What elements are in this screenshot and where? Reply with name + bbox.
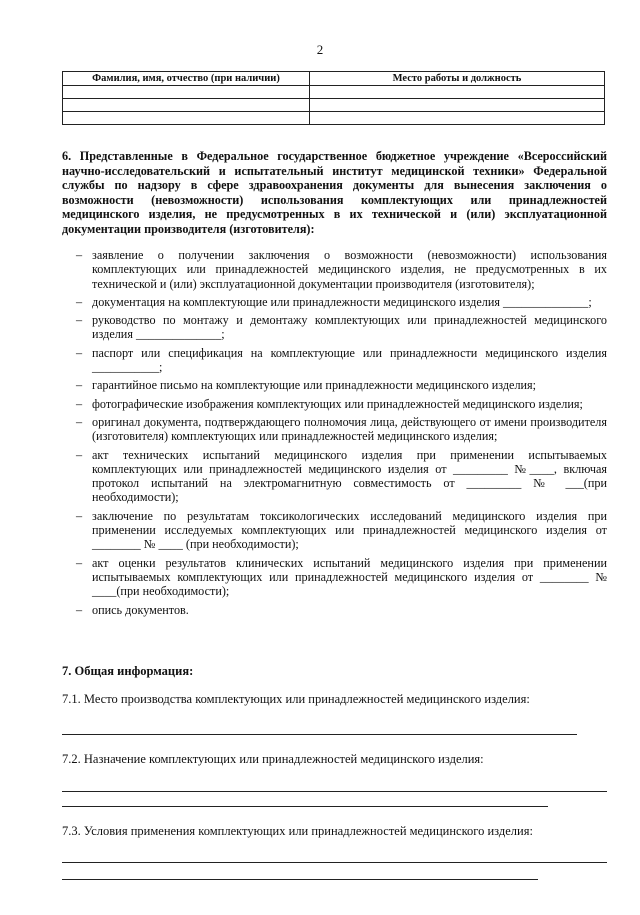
list-item bbox=[62, 346, 607, 375]
list-item-text: заключение по результатам токсикологических исследований медицинского изделия при применении исследуемых комплектующих или принадлежностей медицинского изделия от ________ № ____ (при необходимости); bbox=[92, 508, 607, 552]
fill-line bbox=[62, 791, 607, 792]
table-cell bbox=[63, 86, 310, 99]
fill-line bbox=[62, 734, 577, 735]
column-header: Фамилия, имя, отчество (при наличии) bbox=[63, 72, 310, 86]
fill-line bbox=[62, 879, 538, 880]
dash-bullet: – bbox=[76, 378, 83, 393]
column-header: Место работы и должность bbox=[310, 72, 605, 86]
dash-bullet: – bbox=[76, 313, 83, 328]
list-item-text: оригинал документа, подтверждающего полномочия лица, действующего от имени производителя (изготовителя) комплектующих или принадлежностей медицинского изделия; bbox=[92, 414, 607, 444]
dash-bullet: – bbox=[76, 396, 83, 411]
dash-bullet: – bbox=[76, 248, 83, 262]
table-cell bbox=[310, 86, 605, 99]
table-cell bbox=[310, 99, 605, 112]
list-item bbox=[62, 313, 607, 342]
list-item-text: гарантийное письмо на комплектующие или принадлежности медицинского изделия; bbox=[92, 378, 537, 393]
list-item-text: акт оценки результатов клинических испытаний медицинского изделия при применении испытываемых комплектующих или принадлежностей медицинского изделия от ________ № ____(при необходимости); bbox=[92, 555, 607, 599]
list-item-text: руководство по монтажу и демонтажу комплектующих или принадлежностей медицинского изделия ______________; bbox=[92, 313, 607, 342]
list-item bbox=[62, 397, 607, 411]
dash-bullet: – bbox=[76, 602, 83, 617]
question-7-2: 7.2. Назначение комплектующих или принадлежностей медицинского изделия: bbox=[62, 752, 484, 766]
table-row bbox=[63, 112, 605, 125]
list-item bbox=[62, 295, 607, 309]
list-item-text: документация на комплектующие или принадлежности медицинского изделия ______________; bbox=[92, 294, 592, 309]
page-number: 2 bbox=[316, 42, 324, 57]
fill-line bbox=[62, 806, 548, 807]
table-cell bbox=[310, 112, 605, 125]
list-item bbox=[62, 378, 607, 392]
dash-bullet: – bbox=[76, 555, 83, 570]
table-header-row bbox=[63, 72, 605, 86]
list-item bbox=[62, 603, 607, 617]
signature-table bbox=[62, 71, 605, 125]
question-7-3: 7.3. Условия применения комплектующих или принадлежностей медицинского изделия: bbox=[62, 824, 533, 838]
dash-bullet: – bbox=[76, 508, 83, 523]
documents-list bbox=[62, 248, 607, 621]
table-cell bbox=[63, 99, 310, 112]
dash-bullet: – bbox=[76, 414, 83, 429]
list-item bbox=[62, 248, 607, 291]
dash-bullet: – bbox=[76, 345, 83, 360]
table-cell bbox=[63, 112, 310, 125]
list-item-text: опись документов. bbox=[92, 602, 189, 617]
list-item bbox=[62, 448, 607, 505]
list-item-text: паспорт или спецификация на комплектующие или принадлежности медицинского изделия ___________; bbox=[92, 345, 607, 375]
list-item-text: фотографические изображения комплектующих или принадлежностей медицинского изделия; bbox=[92, 396, 583, 411]
section-7-heading: 7. Общая информация: bbox=[62, 664, 194, 678]
table-row bbox=[63, 86, 605, 99]
list-item bbox=[62, 509, 607, 552]
dash-bullet: – bbox=[76, 447, 83, 462]
section-6-heading: 6. Представленные в Федеральное государственное бюджетное учреждение «Всероссийский научно-исследовательский и испытательный институт медицинской техники» Федеральной службы по надзору в сфере здравоохранения документы для вынесения заключения о возможности (невозможности) использования комплектующих или принадлежностей медицинского изделия, не предусмотренных в их технической и (или) эксплуатационной документации производителя (изготовителя): bbox=[62, 149, 607, 236]
dash-bullet: – bbox=[76, 294, 83, 309]
fill-line bbox=[62, 862, 607, 863]
list-item bbox=[62, 415, 607, 444]
list-item-text: акт технических испытаний медицинского изделия при применении испытываемых комплектующих или принадлежностей медицинского изделия от _________ №____, включая протокол испытаний на электромагнитную совместимость от _________ № ___(при необходимости); bbox=[92, 447, 607, 505]
question-7-1: 7.1. Место производства комплектующих или принадлежностей медицинского изделия: bbox=[62, 692, 530, 706]
list-item-text: заявление о получении заключения о возможности (невозможности) использования комплектующих или принадлежностей медицинского изделия, не предусмотренных в их технической и (или) эксплуатационной документации производителя (изготовителя); bbox=[92, 248, 607, 291]
table-row bbox=[63, 99, 605, 112]
list-item bbox=[62, 556, 607, 599]
